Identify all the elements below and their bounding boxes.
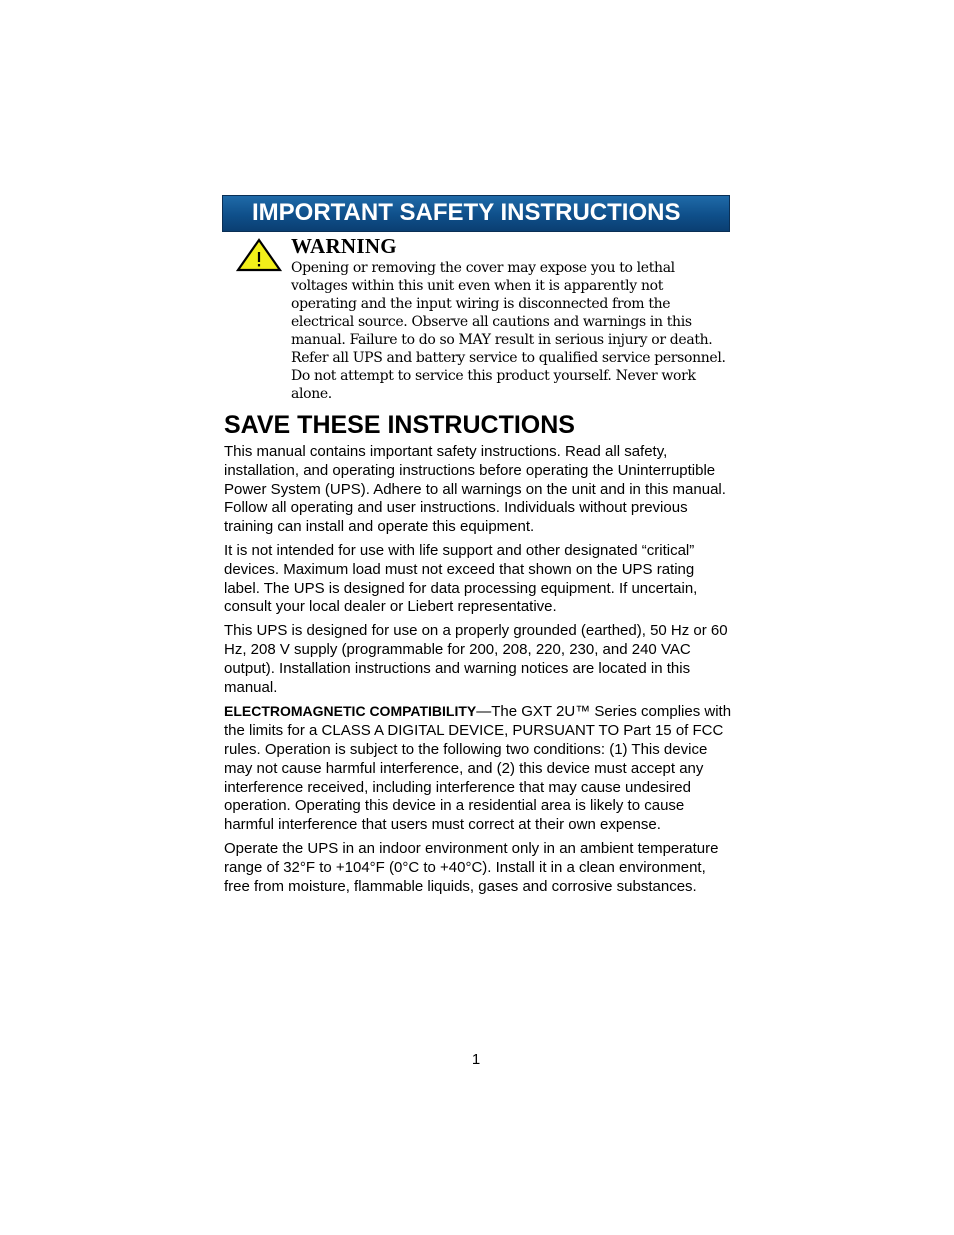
emc-lead: ELECTROMAGNETIC COMPATIBILITY xyxy=(224,703,477,720)
section-banner xyxy=(222,195,730,232)
save-instructions-heading: SAVE THESE INSTRUCTIONS xyxy=(224,411,575,439)
emc-body: —The GXT 2U™ Series complies with the limits for a CLASS A DIGITAL DEVICE, PURSUANT TO Part 15 of FCC rules. Operation is subject to the following two conditions: (1) This device may not cause harmful interference, and (2) this device must accept any interference received, including interference that may cause undesired operation. Operating this device in a residential area is likely to cause harmful interference that users must correct at their own expense. xyxy=(224,703,732,834)
paragraph-emc xyxy=(224,702,732,835)
paragraph-manual-intro: This manual contains important safety instructions. Read all safety, installation, and operating instructions before operating the Uninterruptible Power System (UPS). Adhere to all warnings on the unit and in this manual. Follow all operating and user instructions. Individuals without previous training can install and operate this equipment. xyxy=(224,443,726,536)
instructions-body xyxy=(224,443,732,901)
page-number: 1 xyxy=(471,1051,481,1068)
banner-title: IMPORTANT SAFETY INSTRUCTIONS xyxy=(252,199,681,226)
paragraph-life-support: It is not intended for use with life support and other designated “critical” devices. Maximum load must not exceed that shown on the UPS rating label. The UPS is designed for data processing equipment. If uncertain, consult your local dealer or Liebert representative. xyxy=(224,541,698,616)
warning-heading: WARNING xyxy=(291,234,397,258)
paragraph-power-supply: This UPS is designed for use on a properly grounded (earthed), 50 Hz or 60 Hz, 208 V supply (programmable for 200, 208, 220, 230, and 240 VAC output). Installation instructions and warning notices are located in this manual. xyxy=(224,622,728,696)
warning-triangle-icon xyxy=(236,238,282,272)
paragraph-environment: Operate the UPS in an indoor environment only in an ambient temperature range of 32°F to +104°F (0°C to +40°C). Install it in a clean environment, free from moisture, flammable liquids, gases and corrosive substances. xyxy=(224,839,719,895)
warning-text: Opening or removing the cover may expose you to lethal voltages within this unit even when it is apparently not operating and the input wiring is disconnected from the electrical source. Observe all cautions and warnings in this manual. Failure to do so MAY result in serious injury or death. Refer all UPS and battery service to qualified service personnel. Do not attempt to service this product yourself. Never work alone. xyxy=(291,260,726,402)
